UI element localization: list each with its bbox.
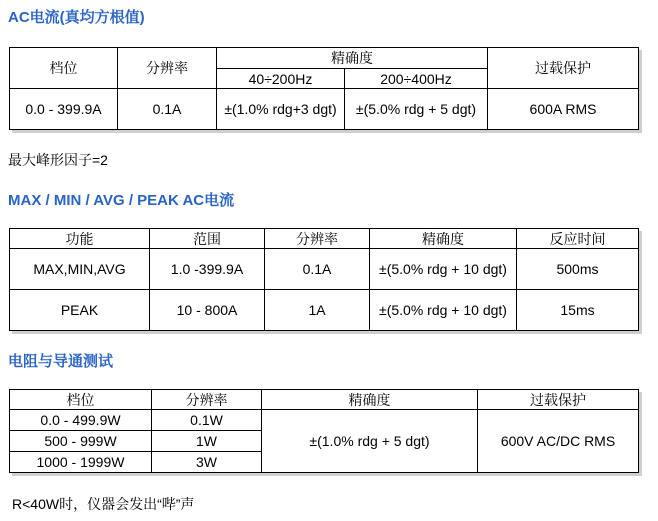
cell-resolution: 1W <box>152 431 262 452</box>
cell-resolution: 0.1A <box>265 249 370 290</box>
cell-overload: 600V AC/DC RMS <box>478 410 639 473</box>
cell-resolution: 1A <box>265 290 370 331</box>
header-overload: 过载保护 <box>478 390 639 410</box>
cell-function: PEAK <box>10 290 150 331</box>
cell-resolution: 0.1W <box>152 410 262 431</box>
cell-response-time: 15ms <box>517 290 639 331</box>
header-accuracy: 精确度 <box>262 390 478 410</box>
table-row <box>10 89 639 130</box>
cell-function: MAX,MIN,AVG <box>10 249 150 290</box>
cell-range: 10 - 800A <box>150 290 265 331</box>
cell-range: 0.0 - 499.9W <box>10 410 152 431</box>
max-min-avg-peak-table <box>9 228 639 331</box>
cell-accuracy: ±(5.0% rdg + 10 dgt) <box>370 290 517 331</box>
ac-current-table <box>9 47 639 130</box>
header-resolution: 分辨率 <box>265 229 370 249</box>
header-range: 范围 <box>150 229 265 249</box>
header-freq-200-400: 200÷400Hz <box>345 69 488 89</box>
cell-resolution: 0.1A <box>118 89 217 130</box>
header-resolution: 分辨率 <box>152 390 262 410</box>
cell-range: 0.0 - 399.9A <box>10 89 118 130</box>
cell-resolution: 3W <box>152 452 262 473</box>
cell-range: 1000 - 1999W <box>10 452 152 473</box>
cell-range: 500 - 999W <box>10 431 152 452</box>
resistance-table <box>9 389 639 473</box>
header-accuracy: 精确度 <box>370 229 517 249</box>
header-range: 档位 <box>10 390 152 410</box>
cell-accuracy-1: ±(1.0% rdg+3 dgt) <box>217 89 345 130</box>
cell-accuracy-2: ±(5.0% rdg + 5 dgt) <box>345 89 488 130</box>
cell-range: 1.0 -399.9A <box>150 249 265 290</box>
cell-accuracy: ±(1.0% rdg + 5 dgt) <box>262 410 478 473</box>
beep-note: R<40W时，仪器会发出“哔”声 <box>12 496 195 512</box>
cell-overload: 600A RMS <box>488 89 639 130</box>
crest-factor-note: 最大峰形因子=2 <box>8 152 108 168</box>
table-row <box>10 410 639 431</box>
section-title-max-min-avg-peak: MAX / MIN / AVG / PEAK AC电流 <box>8 192 235 209</box>
header-overload: 过载保护 <box>488 48 639 89</box>
section-title-ac-current: AC电流(真均方根值) <box>8 9 145 26</box>
header-accuracy: 精确度 <box>217 48 488 69</box>
cell-accuracy: ±(5.0% rdg + 10 dgt) <box>370 249 517 290</box>
header-function: 功能 <box>10 229 150 249</box>
section-title-resistance-continuity: 电阻与导通测试 <box>8 353 114 370</box>
header-freq-40-200: 40÷200Hz <box>217 69 345 89</box>
cell-response-time: 500ms <box>517 249 639 290</box>
header-range: 档位 <box>10 48 118 89</box>
header-response-time: 反应时间 <box>517 229 639 249</box>
table-row <box>10 249 639 290</box>
header-resolution: 分辨率 <box>118 48 217 89</box>
table-row <box>10 290 639 331</box>
